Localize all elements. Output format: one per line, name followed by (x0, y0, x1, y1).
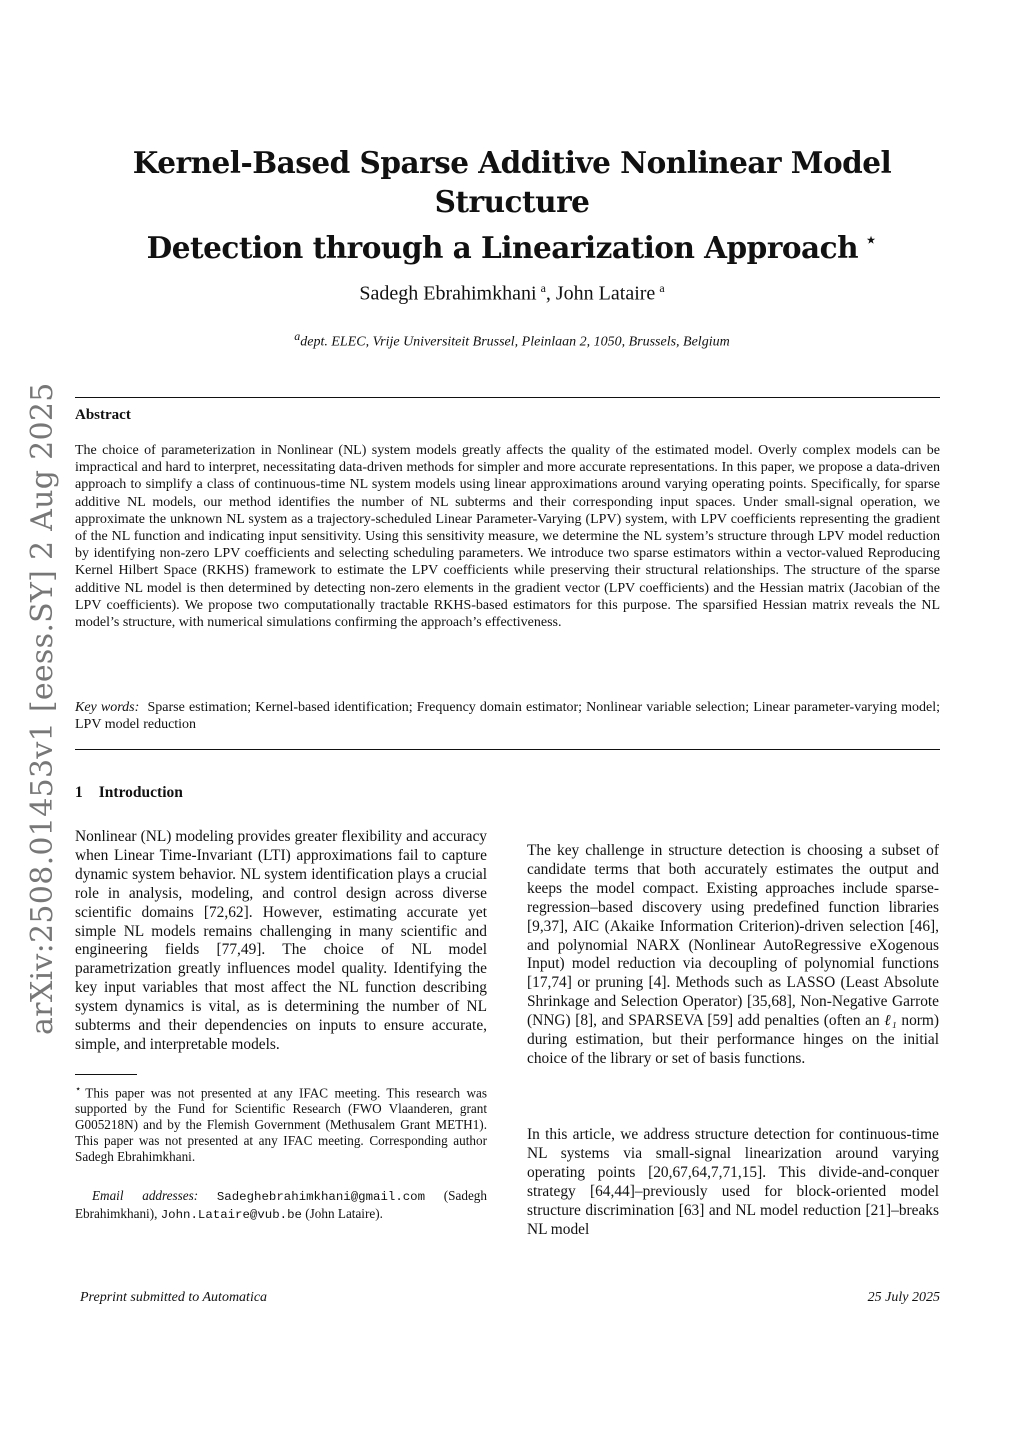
section-heading-introduction (75, 784, 183, 802)
author-1-affil-mark: a (540, 281, 546, 295)
author-1: Sadegh Ebrahimkhani (359, 282, 537, 305)
affiliation (60, 329, 964, 351)
l1-norm-symbol: ℓ₁ (884, 1012, 897, 1030)
email-1-link[interactable]: Sadeghebrahimkhani@gmail.com (216, 1190, 426, 1204)
title-footnote-mark: ⋆ (864, 228, 878, 253)
intro-paragraph-2-part-a: The key challenge in structure detection is choosing a subset of candidate terms that both accurately estimates the output and keeps the model compact. Existing approaches include sparse-regression–based discovery using predefined function libraries [9,37], AIC (Akaike Information Criterion)-driven selection [46], and polynomial NARX (Nonlinear AutoRegressive eXogenous Input) model reduction via decoupling of polynomial functions [17,74] or pruning [4]. Methods such as LASSO (Least Absolute Shrinkage and Selection Operator) [35,68], Non-Negative Garrote (NNG) [8], and SPARSEVA [59] add penalties (often an (527, 842, 939, 1030)
affiliation-text: dept. ELEC, Vrije Universiteit Brussel, Pleinlaan 2, 1050, Brussels, Belgium (300, 334, 730, 350)
email-2-link[interactable]: John.Lataire@vub.be (160, 1207, 302, 1222)
title-line-1: Kernel-Based Sparse Additive Nonlinear Model Structure (132, 145, 892, 219)
abstract-text: The choice of parameterization in Nonlinear (NL) system models greatly affects the quality of the estimated model. Overly complex models can be impractical and hard to interpret, necessitating data-driven methods for simpler and more accurate representations. In this paper, we propose a data-driven approach to simplify a class of continuous-time NL system models using linear approximations around varying operating points. Specifically, for sparse additive NL models, our method identifies the number of NL subterms and their corresponding input spaces. Under small-signal operation, we approximate the unknown NL system as a trajectory-scheduled Linear Parameter-Varying (LPV) system, with LPV coefficients representing the gradient of the NL function and indicating input sensitivity. Using this sensitivity measure, we determine the NL system’s structure through LPV model reduction by identifying non-zero LPV coefficients and selecting scheduling parameters. We introduce two sparse estimators within a vector-valued Reproducing Kernel Hilbert Space (RKHS) framework to estimate the LPV coefficients while preserving their structural relationships. The structure of the sparse additive NL model is then determined by detecting non-zero elements in the gradient vector (LPV coefficients) and the Hessian matrix (Jacobian of the LPV coefficients). We propose two computationally tractable RKHS-based estimators for this purpose. The sparsified Hessian matrix reveals the NL model’s structure, with numerical simulations confirming the approach’s effectiveness. (75, 443, 940, 631)
keywords-text: Sparse estimation; Kernel-based identification; Frequency domain estimator; Nonlinear variable selection; Linear parameter-varying model; LPV model reduction (75, 700, 940, 733)
intro-paragraph-2-part-b: norm) during estimation, but their performance hinges on the initial choice of the library or set of basis functions. (527, 1012, 939, 1067)
email-2-owner: (John Lataire). (305, 1205, 383, 1221)
paper-title (60, 143, 964, 267)
intro-paragraph-1: Nonlinear (NL) modeling provides greater flexibility and accuracy when Linear Time-Invariant (LTI) approximations fail to capture dynamic system behavior. NL system identification plays a crucial role in analysis, modeling, and control design across diverse scientific domains [72,62]. However, estimating accurate yet simple NL models remains challenging in many scientific and engineering fields [77,49]. The choice of NL model parametrization greatly influences model quality. Identifying the key input variables that most affect the NL function describing system dynamics is vital, as is determining the number of NL subterms and their dependencies on inputs to ensure accurate, simple, and interpretable models. (75, 828, 487, 1053)
abstract-bottom-rule (75, 749, 940, 750)
footer-submission-note: Preprint submitted to Automatica (80, 1290, 268, 1305)
footnote-mark: ⋆ (75, 1084, 82, 1095)
footnote-rule (75, 1074, 137, 1075)
authors: Sadegh Ebrahimkhani $^a$, John Lataire $^a$ (359, 281, 665, 305)
abstract-heading: Abstract (75, 407, 131, 423)
author-2-affil-mark: a (659, 281, 665, 295)
email-1-owner: (Sadegh Ebrahimkhani), (75, 1188, 487, 1221)
keywords (75, 699, 940, 733)
footnote-body: This paper was not presented at any IFAC meeting. This research was supported by the Fund for Scientific Research (FWO Vlaanderen, grant G005218N) and by the Flemish Government (Methusalem Grant METH1). This paper was not presented at any IFAC meeting. Corresponding author Sadegh Ebrahimkhani. (75, 1085, 487, 1164)
footer-date: 25 July 2025 (867, 1290, 940, 1305)
intro-paragraph-2 (527, 842, 939, 1069)
email-label: Email addresses: (92, 1188, 199, 1203)
section-title: Introduction (98, 784, 183, 801)
title-line-2-text: Detection through a Linearization Approach (146, 229, 859, 265)
title-line-2 (60, 221, 964, 267)
author-2: John Lataire (555, 282, 656, 305)
footnote-emails (75, 1188, 487, 1224)
section-number: 1 (75, 784, 83, 801)
arxiv-side-label: arXiv:2508.01453v1 [eess.SY] 2 Aug 2025 (25, 382, 60, 1035)
keywords-label: Key words: (75, 700, 140, 715)
footnote-text (75, 1082, 487, 1164)
abstract-top-rule (75, 397, 940, 398)
affiliation-mark: a (294, 329, 301, 343)
intro-paragraph-3: In this article, we address structure detection for continuous-time NL systems via small-signal linearization around varying operating points [20,67,64,7,71,15]. This divide-and-conquer strategy [64,44]–previously used for block-oriented model structure discrimination [63] and NL model reduction [21]–breaks NL model (527, 1126, 939, 1238)
